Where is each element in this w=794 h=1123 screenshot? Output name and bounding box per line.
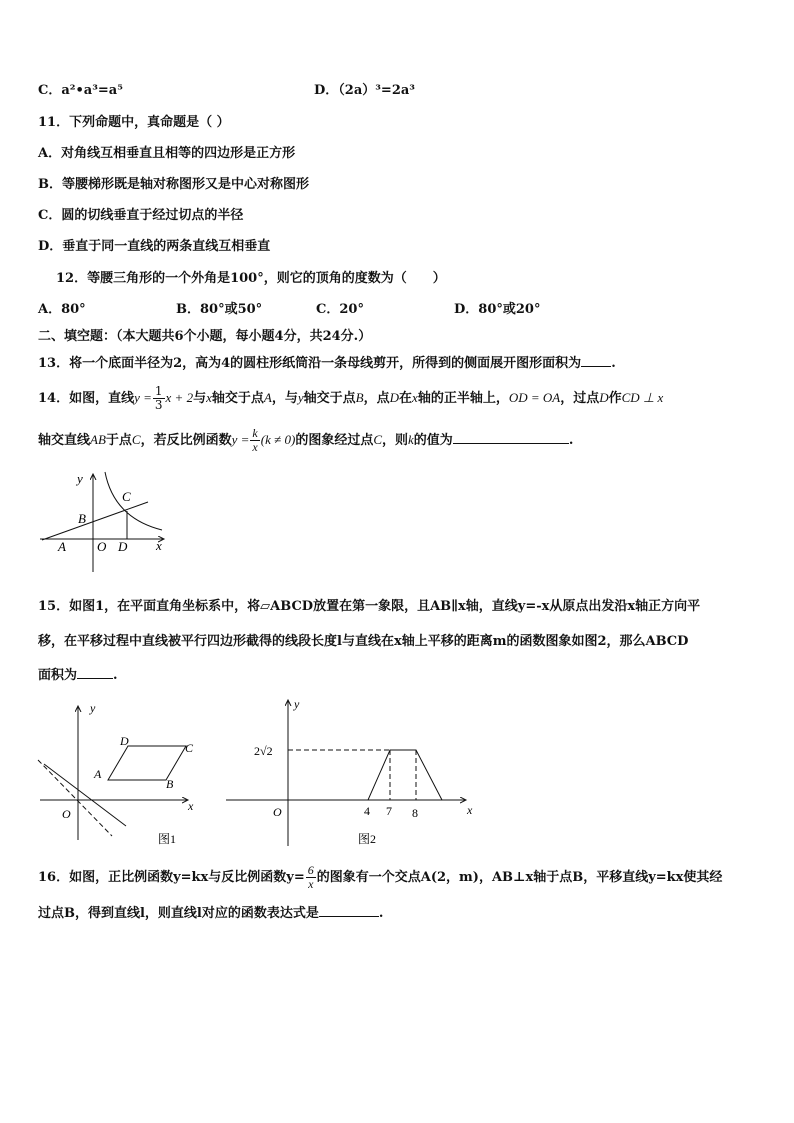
q10-option-d: D．（2a）³=2a³ (314, 83, 415, 98)
q14-cd-perp-x: CD ⊥ x (621, 390, 664, 405)
q11-option-b: B．等腰梯形既是轴对称图形又是中心对称图形 (38, 177, 309, 192)
q13-blank (581, 354, 611, 367)
fig2-tick-7: 7 (386, 804, 392, 818)
fig1-label-b: B (166, 777, 174, 791)
q14-text-12: 于点 (105, 433, 132, 448)
q14-x1: x (206, 390, 212, 405)
q14-point-c-2: C (373, 432, 382, 447)
q14-text-15: ，则 (382, 433, 409, 448)
q11-stem: 11．下列命题中，真命题是（ ） (38, 115, 230, 130)
q14-text-6: ，点 (363, 391, 390, 406)
q14-figure (38, 468, 174, 576)
q10-option-c: C．a²•a³=a⁵ (38, 83, 123, 98)
q14-fraction (153, 385, 165, 412)
q14-y-eq-2: y = (231, 432, 250, 447)
fig2-function-graph (288, 750, 442, 800)
q16-fraction (306, 864, 316, 891)
fig1-label-c: C (185, 741, 194, 755)
q12-option-a: A．80° (38, 302, 86, 317)
q14-x-den: x (252, 440, 258, 454)
q12-option-b: B．80°或50° (176, 302, 263, 317)
q13-end: . (611, 356, 616, 371)
q14-label-y: y (77, 471, 83, 486)
q14-label-b: B (78, 511, 86, 526)
q11-option-a: A．对角线互相垂直且相等的四边形是正方形 (38, 146, 296, 161)
q14-text-10: 作 (608, 391, 622, 406)
q14-text-13: ，若反比例函数 (140, 433, 232, 448)
fig1-label-y: y (90, 701, 96, 715)
section-fill-in-header: 二、填空题：（本大题共6个小题，每小题4分，共24分.） (38, 329, 372, 344)
q14-end: . (568, 433, 574, 448)
q15-end: . (113, 668, 118, 683)
q16-blank (319, 904, 379, 917)
q14-x2: x (412, 390, 418, 405)
q14-line-ab (42, 502, 148, 540)
q14-y-eq: y = (134, 390, 152, 405)
q16-text-2: 的图象有一个交点A(2，m)，AB⊥x轴于点B，平移直线y=kx使其经 (316, 870, 723, 885)
q14-point-a: A (263, 390, 272, 405)
fig1-line-y-neg-x (44, 764, 126, 826)
q14-k-num: k (252, 426, 258, 440)
q11-option-d: D．垂直于同一直线的两条直线互相垂直 (38, 239, 271, 254)
q14-od-eq-oa: OD = OA (508, 390, 561, 405)
q14-point-b: B (355, 390, 364, 405)
fig1-parallelogram (108, 746, 186, 780)
q14-x-plus-2: x + 2 (165, 390, 194, 405)
q15-line1: 15．如图1，在平面直角坐标系中，将▱ABCD放置在第一象限，且AB∥x轴，直线y=-x从原点出发沿x轴正方向平 (38, 599, 701, 614)
fig1-label-a: A (94, 767, 102, 781)
q14-point-c: C (131, 432, 141, 447)
q15-line3 (38, 666, 118, 685)
q14-text-9: ，过点 (560, 391, 600, 406)
q14-text-16: 的值为 (413, 433, 453, 448)
q16-line1 (38, 862, 722, 894)
fig2-tick-8: 8 (412, 806, 418, 820)
q14-text-2: 与 (193, 391, 207, 406)
q13-body: 13．将一个底面半径为2，高为4的圆柱形纸筒沿一条母线剪开，所得到的侧面展开图形面积为 (38, 356, 582, 371)
q16-end: . (378, 906, 384, 921)
fig1-label-d: D (120, 734, 129, 748)
q14-label-c: C (122, 489, 131, 504)
q14-text-5: 轴交于点 (303, 391, 356, 406)
q16-text-1: 16．如图，正比例函数y=kx与反比例函数y= (38, 870, 305, 885)
q16-frac-den: x (308, 877, 314, 891)
fig1-label-x: x (188, 799, 194, 813)
q14-label-o: O (97, 539, 107, 554)
q14-blank (453, 431, 569, 444)
q14-k-over-x (250, 427, 259, 454)
q14-text-14: 的图象经过点 (295, 433, 374, 448)
q14-line1 (38, 383, 663, 414)
q12-stem: 12．等腰三角形的一个外角是100°，则它的顶角的度数为（ ） (56, 271, 446, 286)
fig2-label-o: O (273, 805, 282, 819)
q14-text-7: 在 (399, 391, 413, 406)
q15-figure-1 (36, 698, 206, 852)
q14-label-d: D (118, 539, 128, 554)
q14-point-d-2: D (599, 390, 609, 405)
fig2-caption: 图2 (358, 832, 377, 846)
fig2-tick-4: 4 (364, 804, 370, 818)
q11-option-c: C．圆的切线垂直于经过切点的半径 (38, 208, 244, 223)
fig1-label-o: O (62, 807, 71, 821)
q15-text-end: 面积为 (38, 668, 78, 683)
q14-line-ab: AB (90, 432, 106, 447)
q14-text-11: 轴交直线 (38, 433, 91, 448)
q14-point-d: D (389, 390, 400, 405)
q14-k-condition: (k ≠ 0) (260, 432, 296, 447)
q14-y1: y (297, 390, 304, 405)
fig2-label-2root2: 2√2 (254, 744, 273, 758)
q14-label-x: x (156, 538, 162, 553)
q14-text-1: 14．如图，直线 (38, 391, 135, 406)
q13-text (38, 354, 616, 373)
q15-blank (77, 666, 113, 679)
q14-label-a: A (58, 539, 66, 554)
q15-figure-2 (222, 694, 482, 852)
q12-option-d: D．80°或20° (454, 302, 541, 317)
q14-line2 (38, 424, 573, 457)
q16-frac-num: 6 (307, 863, 314, 877)
q15-line2: 移，在平移过程中直线被平行四边形截得的线段长度l与直线在x轴上平移的距离m的函数图象如图2，那么ABCD (38, 634, 689, 649)
q14-frac-num: 1 (154, 384, 163, 398)
q16-text-3: 过点B，得到直线l，则直线l对应的函数表达式是 (38, 906, 319, 921)
q16-line2 (38, 904, 383, 923)
fig1-caption: 图1 (158, 832, 177, 846)
fig2-label-y: y (294, 697, 300, 711)
q14-text-3: 轴交于点 (211, 391, 264, 406)
q12-option-c: C．20° (316, 302, 364, 317)
q14-frac-den: 3 (154, 398, 163, 412)
q14-hyperbola (105, 472, 162, 530)
fig2-label-x: x (467, 803, 473, 817)
q14-text-8: 轴的正半轴上， (417, 391, 509, 406)
q14-k: k (408, 432, 414, 447)
q14-text-4: ，与 (271, 391, 298, 406)
